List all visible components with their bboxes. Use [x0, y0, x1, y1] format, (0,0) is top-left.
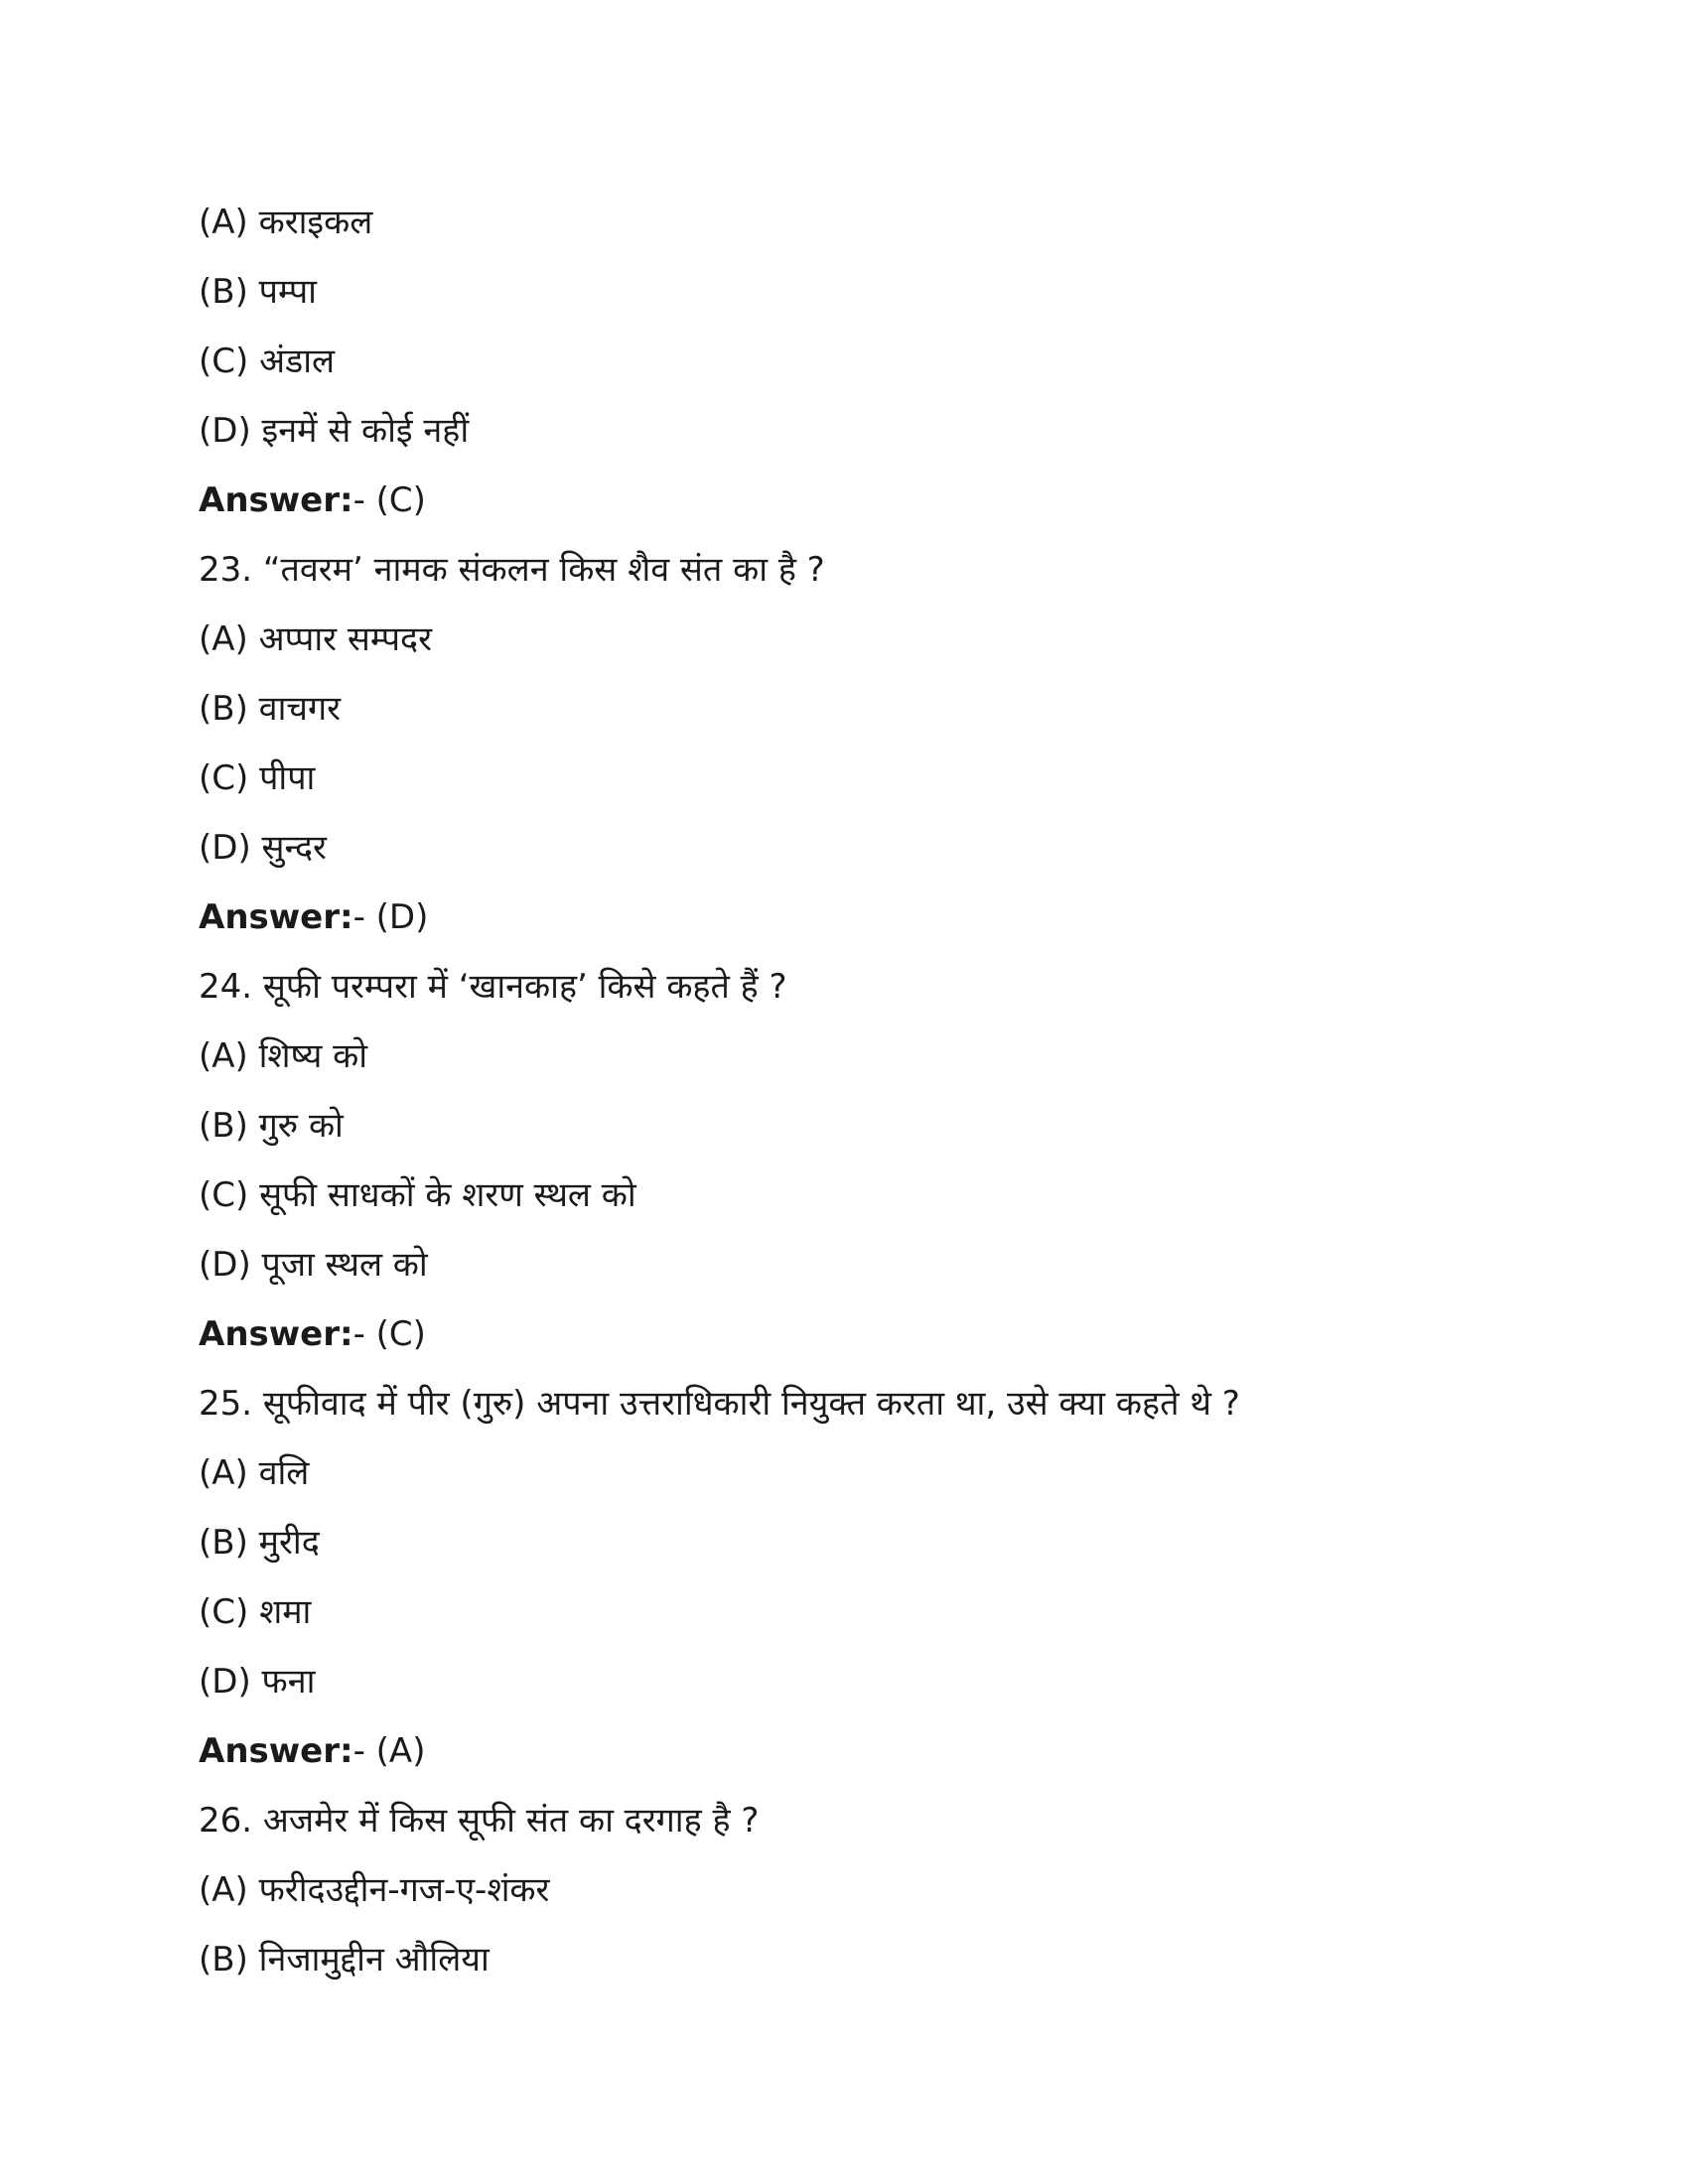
question-text: 25. सूफीवाद में पीर (गुरु) अपना उत्तराधिकारी नियुक्त करता था, उसे क्या कहते थे ? — [199, 1384, 1240, 1424]
answer-label: Answer: — [199, 1314, 353, 1354]
option-line: (D) इनमें से कोई नहीं — [199, 411, 470, 451]
option-line: (A) कराइकल — [199, 203, 373, 242]
option-line: (D) पूजा स्थल को — [199, 1245, 428, 1285]
option-line: (C) शमा — [199, 1592, 312, 1632]
option-line: (D) सुन्दर — [199, 828, 327, 868]
answer-value: - (A) — [352, 1731, 426, 1771]
answer-label: Answer: — [199, 480, 353, 520]
option-line: (D) फना — [199, 1662, 316, 1702]
answer-line — [199, 473, 1489, 542]
answer-value: - (C) — [352, 1314, 426, 1354]
option-line: (C) पीपा — [199, 758, 316, 798]
option-line: (B) पम्पा — [199, 272, 317, 312]
option-line: (B) गुरु को — [199, 1106, 344, 1146]
option-line: (B) वाचगर — [199, 689, 342, 729]
option-line: (B) निजामुद्दीन औलिया — [199, 1940, 490, 1979]
option-line: (A) वलि — [199, 1453, 310, 1493]
option-line: (A) शिष्य को — [199, 1036, 368, 1076]
option-line: (A) अप्पार सम्पदर — [199, 619, 432, 659]
option-line: (C) अंडाल — [199, 341, 336, 381]
answer-value: - (C) — [352, 480, 426, 520]
answer-label: Answer: — [199, 897, 353, 937]
answer-value: - (D) — [352, 897, 429, 937]
answer-label: Answer: — [199, 1731, 353, 1771]
option-line: (A) फरीदउद्दीन-गज-ए-शंकर — [199, 1870, 550, 1910]
answer-line — [199, 1723, 1489, 1793]
option-line: (C) सूफी साधकों के शरण स्थल को — [199, 1175, 636, 1215]
question-content — [199, 195, 1489, 2001]
answer-line — [199, 1306, 1489, 1376]
question-text: 26. अजमेर में किस सूफी संत का दरगाह है ? — [199, 1801, 760, 1841]
option-line: (B) मुरीद — [199, 1523, 320, 1563]
question-text: 24. सूफी परम्परा में ‘खानकाह’ किसे कहते हैं ? — [199, 967, 787, 1007]
question-text: 23. “तवरम’ नामक संकलन किस शैव संत का है ? — [199, 550, 825, 590]
answer-line — [199, 889, 1489, 959]
